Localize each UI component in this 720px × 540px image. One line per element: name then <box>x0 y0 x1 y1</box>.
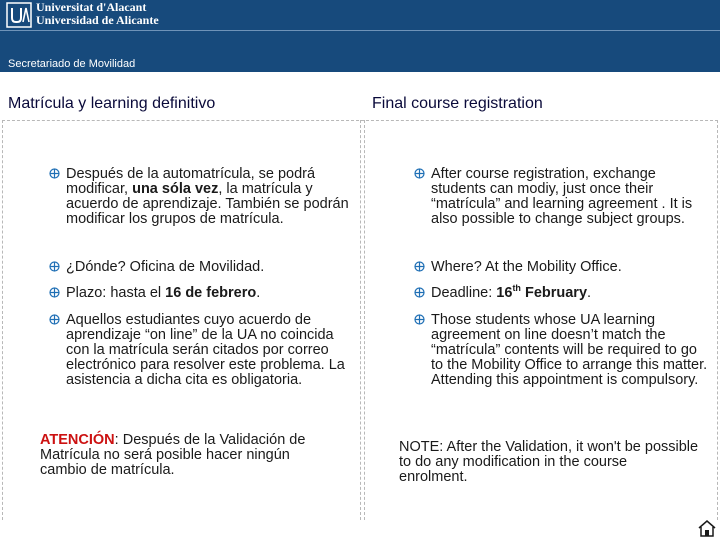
deadline-day-suffix: th <box>512 283 521 294</box>
left-bullet-3-after: . <box>256 285 261 301</box>
bullet-icon <box>49 261 60 272</box>
right-bullet-4-text: Those students whose UA learning agreement on line doesn’t match the “matrícula” contents will be required to go to the Mobility Office to arrange this matter. Attending this appointment is compulsory. <box>431 312 708 388</box>
left-bullet-3-text <box>66 286 354 301</box>
header-separator <box>0 30 720 31</box>
bullet-icon <box>49 287 60 298</box>
left-bullet-2-text: ¿Dónde? Oficina de Movilidad. <box>66 259 265 275</box>
frame-left-outer <box>2 120 3 520</box>
bullet-icon <box>414 287 425 298</box>
deadline-month: February <box>520 285 588 301</box>
deadline-day: 16 <box>496 285 513 301</box>
university-name-va: Universitat d'Alacant <box>36 0 147 14</box>
left-bullet-3-emphasis: 16 de febrero <box>165 285 257 301</box>
header-banner <box>0 0 720 72</box>
frame-left-inner <box>360 120 361 520</box>
left-bullet-1-before: Después de la automatrícula, se podrá modificar, <box>66 166 316 197</box>
left-bullet-1-after: , la matrícula y acuerdo de aprendizaje. También se podrán modificar los grupos de matrícula. <box>66 181 349 227</box>
right-bullet-1 <box>431 167 713 227</box>
university-names <box>36 1 159 27</box>
right-bullet-3-emphasis <box>496 285 587 301</box>
right-bullet-3 <box>431 283 713 301</box>
frame-right-outer <box>717 120 718 520</box>
bullet-icon <box>49 168 60 179</box>
right-bullet-4 <box>431 313 713 388</box>
bullet-icon <box>414 168 425 179</box>
left-bullet-3-before: Plazo: hasta el <box>66 285 166 301</box>
frame-right-inner <box>364 120 365 520</box>
department-name: Secretariado de Movilidad <box>8 58 136 70</box>
right-column-title: Final course registration <box>372 95 543 112</box>
attention-text: Después de la Validación de Matrícula no será posible hacer ningún cambio de matrícula. <box>40 432 306 478</box>
left-bullet-1-emphasis: una sóla vez <box>132 181 219 197</box>
home-icon[interactable] <box>698 520 716 537</box>
left-bullet-1 <box>66 167 354 227</box>
right-bullet-3-text <box>431 283 713 301</box>
attention-label: ATENCIÓN <box>40 432 115 448</box>
left-bullet-4-text: Aquellos estudiantes cuyo acuerdo de aprendizaje “on line” de la UA no coincida con la matrícula serán citados por correo electrónico para resolver este problema. La asistencia a dicha cita es obligatoria. <box>66 312 345 388</box>
right-bullet-3-after: . <box>587 285 592 301</box>
left-bullet-4 <box>66 313 354 388</box>
left-bullet-1-text <box>66 167 354 227</box>
attention-separator: : <box>114 432 119 448</box>
right-bullet-1-text: After course registration, exchange students can modiy, just once their “matrícula” and learning agreement . It is also possible to change subject groups. <box>431 166 693 227</box>
bullet-icon <box>414 261 425 272</box>
ua-logo-icon <box>6 2 32 28</box>
right-bullet-2-text: Where? At the Mobility Office. <box>431 259 622 275</box>
left-column-title: Matrícula y learning definitivo <box>8 95 216 112</box>
bullet-icon <box>414 314 425 325</box>
left-note <box>40 433 340 478</box>
right-note: NOTE: After the Validation, it won't be possible to do any modification in the course enrolment. <box>399 439 699 485</box>
right-bullet-3-before: Deadline: <box>431 285 497 301</box>
right-bullet-2 <box>431 260 713 275</box>
bullet-icon <box>49 314 60 325</box>
university-name-es: Universidad de Alicante <box>36 13 159 27</box>
left-bullet-2 <box>66 260 354 275</box>
left-bullet-3 <box>66 286 354 301</box>
